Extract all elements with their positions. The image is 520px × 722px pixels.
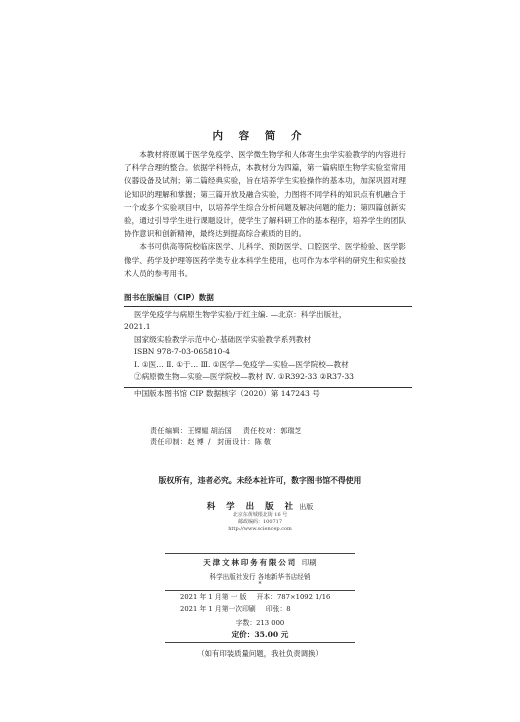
cip-record-number: 中国版本图书馆 CIP 数据核字（2020）第 147243 号 bbox=[134, 388, 320, 398]
publisher-name: 科 学 出 版 社 bbox=[206, 502, 298, 512]
edition-info bbox=[180, 592, 330, 615]
divider bbox=[165, 553, 355, 554]
publisher-postcode: 邮政编码：100717 bbox=[237, 519, 283, 525]
proofreader-name: 郭瑞芝 bbox=[280, 427, 302, 435]
printer-line bbox=[0, 557, 520, 568]
cip-line: 医学免疫学与病原生物学实验/于红主编. —北京：科学出版社， bbox=[134, 309, 347, 319]
cip-line: 2021.1 bbox=[124, 322, 151, 331]
first-edition: 2021 年 1 月第 一 版 bbox=[180, 593, 247, 601]
print-sheets: 印张：8 bbox=[265, 604, 291, 613]
intro-paragraph-1: 本教材将原属于医学免疫学、医学微生物学和人体寄生虫学实验教学的内容进行了科学合理的整合。依据学科特点，本教材分为四篇，第一篇病原生物学实验室常用仪器设备及试剂；第二篇经典实验，旨在培养学生实验操作的基本功，加深巩固对理论知识的理解和掌握；第三篇开放及融合实验，力图将不同学科的知识点有机融合于一个或多个实验项目中，以培养学生综合分析问题及解决问题的能力；第四篇创新实验，通过引导学生进行课题设计，使学生了解科研工作的基本程序，培养学生的团队协作意识和创新精神，最终达到提高综合素质的目的。 bbox=[124, 150, 406, 239]
divider bbox=[165, 642, 355, 643]
first-print: 2021 年 1 月第一次印刷 bbox=[180, 604, 256, 613]
cover-designer-name: 陈 敬 bbox=[254, 438, 271, 446]
publisher-suffix: 出版 bbox=[299, 503, 314, 511]
editor-role: 责任编辑： bbox=[150, 427, 188, 435]
print-supervisor-name: 赵 博 bbox=[187, 438, 204, 446]
word-count: 字数：213 000 bbox=[235, 619, 285, 627]
intro-paragraph-2: 本书可供高等院校临床医学、儿科学、预防医学、口腔医学、医学检验、医学影像学、药学及护理等医药学类专业本科学生使用，也可作为本学科的研究生和实验技术人员的参考用书。 bbox=[124, 242, 406, 278]
price: 定价：35.00 元 bbox=[231, 630, 289, 639]
staff-credits: 责任编辑：王锞韫 胡治国 责任校对：郭瑞芝 责任印制：赵 博 / 封面设计：陈 敬 bbox=[150, 427, 302, 446]
intro-title: 内 容 简 介 bbox=[212, 130, 308, 142]
publisher-block bbox=[0, 500, 520, 533]
cip-line: Ⅰ. ①医… Ⅱ. ①于… Ⅲ. ①医学—免疫学—实验—医学院校—教材 bbox=[134, 359, 349, 369]
printer-name: 天津文林印务有限公司 bbox=[203, 558, 298, 567]
proofreader-role: 责任校对： bbox=[242, 427, 281, 435]
cip-data-block bbox=[124, 292, 412, 400]
divider bbox=[165, 590, 355, 591]
printer-suffix: 印刷 bbox=[301, 558, 317, 567]
cip-heading: 图书在版编目（CIP）数据 bbox=[124, 292, 412, 307]
rights-notice: 版权所有，违者必究。未经本社许可，数字图书馆不得使用 bbox=[158, 476, 362, 485]
intro-text bbox=[124, 148, 406, 280]
cover-designer-role: 封面设计： bbox=[217, 438, 255, 446]
quality-notice: （如有印装质量问题，我社负责调换） bbox=[197, 649, 323, 658]
publisher-website: http://www.sciencep.com bbox=[228, 526, 292, 532]
cip-line: ISBN 978-7-03-065810-4 bbox=[134, 347, 230, 356]
print-supervisor-role: 责任印制： bbox=[150, 438, 188, 446]
book-format: 开本：787×1092 1/16 bbox=[256, 593, 331, 601]
cip-line: ②病原微生物—实验—医学院校—教材 Ⅳ. ①R392-33 ②R37-33 bbox=[134, 372, 354, 381]
cip-line: 国家级实验教学示范中心·基础医学实验教学系列教材 bbox=[134, 334, 312, 344]
publisher-address: 北京东黄城根北街 16 号 bbox=[232, 512, 288, 518]
editor-names: 王锞韫 胡治国 bbox=[187, 427, 232, 435]
asterisk-mark: * bbox=[258, 581, 262, 588]
distribution-line: 科学出版社发行 各地新华书店经销 bbox=[209, 573, 311, 581]
